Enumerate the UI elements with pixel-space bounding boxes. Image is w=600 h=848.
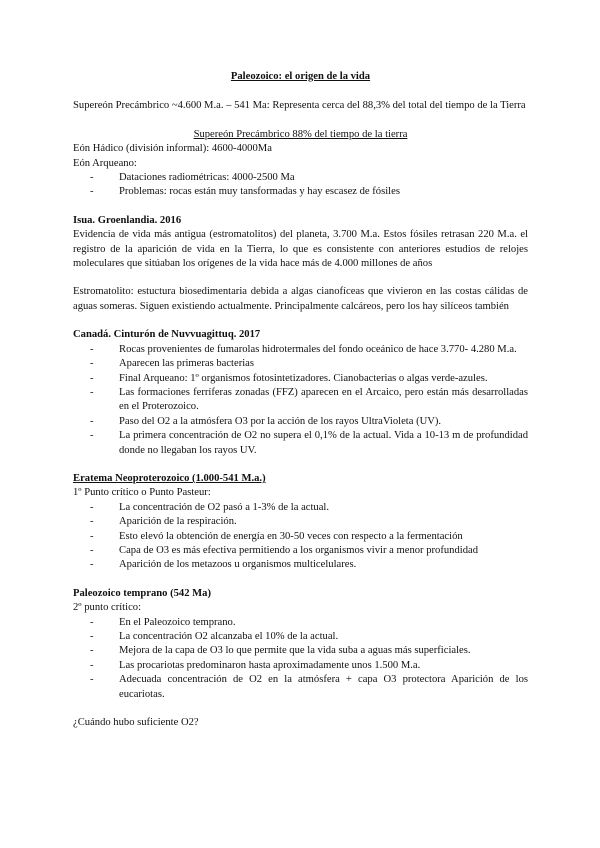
isua-heading: Isua. Groenlandia. 2016	[73, 214, 182, 226]
canada-list	[73, 343, 528, 458]
intro-paragraph: Supereón Precámbrico ~4.600 M.a. – 541 Ma: Representa cerca del 88,3% del total del tiempo de la Tierra	[73, 100, 526, 112]
list-item: - Capa de O3 es más efectiva permitiendo a los organismos vivir a menor profundidad	[73, 544, 528, 558]
list-item: - En el Paleozoico temprano.	[73, 616, 528, 630]
canada-heading: Canadá. Cinturón de Nuvvuagittuq. 2017	[73, 329, 261, 341]
page-title: Paleozoico: el origen de la vida	[230, 71, 371, 82]
list-item: - Dataciones radiométricas: 4000-2500 Ma	[73, 171, 528, 185]
list-item: - Esto elevó la obtención de energía en 30-50 veces con respecto a la fermentación	[73, 530, 528, 544]
closing-question: ¿Cuándo hubo suficiente O2?	[73, 717, 199, 729]
neoproterozoico-list	[73, 501, 528, 573]
temprano-list	[73, 616, 528, 702]
list-item: - Paso del O2 a la atmósfera O3 por la acción de los rayos UltraVioleta (UV).	[73, 415, 528, 429]
estromatolito-paragraph: Estromatolito: estuctura biosedimentaria debida a algas cianofíceas que vivieron en las costas cálidas de aguas someras. Siguen existiendo actualmente. Principalmente calcáreos, pero los hay silíceos también	[73, 286, 528, 312]
list-item: - La primera concentración de O2 no supera el 0,1% de la actual. Vida a 10-13 m de profundidad donde no llegaban los rayos UV.	[73, 429, 528, 458]
temprano-subheading: 2º punto crítico:	[73, 602, 142, 614]
list-item: - La concentración de O2 pasó a 1-3% de la actual.	[73, 501, 528, 515]
isua-paragraph: Evidencia de vida más antigua (estromatolitos) del planeta, 3.700 M.a. Estos fósiles retrasan 220 M.a. el registro de la aparición de vida en la Tierra, lo que es consistente con anteriores estudios de relojes moleculares que sitúaban los orígenes de la vida hace más de 4.000 millones de años	[73, 229, 528, 270]
list-item: - Aparición de la respiración.	[73, 515, 528, 529]
list-item: - Adecuada concentración de O2 en la atmósfera + capa O3 protectora Aparición de los eucariotas.	[73, 673, 528, 702]
precambrico-heading: Supereón Precámbrico 88% del tiempo de la tierra	[193, 128, 408, 140]
neoproterozoico-subheading: 1º Punto crítico o Punto Pasteur:	[73, 487, 211, 499]
list-item: - Problemas: rocas están muy tansformadas y hay escasez de fósiles	[73, 185, 528, 199]
temprano-heading: Paleozoico temprano (542 Ma)	[73, 587, 211, 599]
neoproterozoico-heading: Eratema Neoproterozoico (1.000-541 M.a.)	[73, 472, 266, 484]
document-body	[73, 70, 528, 730]
arqueano-list	[73, 171, 528, 200]
hadico-line: Eón Hádico (división informal): 4600-4000Ma	[73, 143, 272, 155]
arqueano-line: Eón Arqueano:	[73, 157, 137, 169]
list-item: - Aparición de los metazoos u organismos multicelulares.	[73, 558, 528, 572]
list-item: - Aparecen las primeras bacterias	[73, 357, 528, 371]
list-item: - Las procariotas predominaron hasta aproximadamente unos 1.500 M.a.	[73, 659, 528, 673]
list-item: - Mejora de la capa de O3 lo que permite que la vida suba a aguas más superficiales.	[73, 644, 528, 658]
list-item: - La concentración O2 alcanzaba el 10% de la actual.	[73, 630, 528, 644]
list-item: - Rocas provenientes de fumarolas hidrotermales del fondo oceánico de hace 3.770- 4.280 M.a.	[73, 343, 528, 357]
list-item: - Final Arqueano: 1º organismos fotosintetizadores. Cianobacterias o algas verde-azules.	[73, 372, 528, 386]
list-item: - Las formaciones ferríferas zonadas (FFZ) aparecen en el Arcaico, pero están más desarrolladas en el Proterozoico.	[73, 386, 528, 415]
